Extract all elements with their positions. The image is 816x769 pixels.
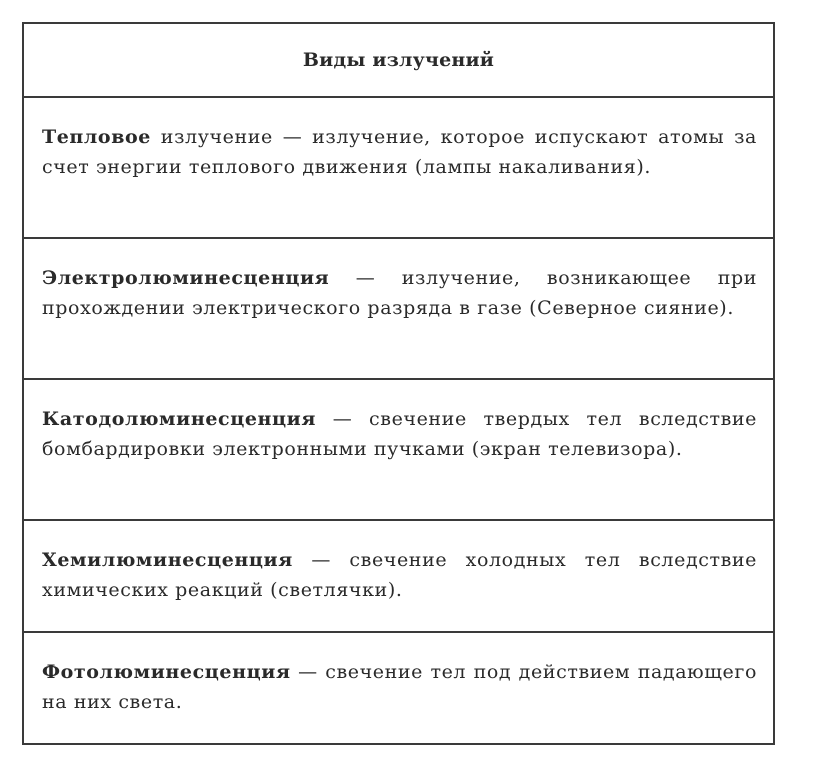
radiation-types-table	[22, 22, 775, 745]
table-row	[24, 633, 773, 743]
table-title: Виды излучений	[24, 24, 773, 98]
row-text: — излучение, возникающее при прохождении электрического разряда в газе (Северное сияние).	[42, 267, 757, 319]
row-text: — свечение твердых тел вследствие бомбардировки электронными пучками (экран телевизора).	[42, 408, 757, 460]
row-text: излучение — излучение, которое испускают атомы за счет энергии теплового движения (лампы накаливания).	[42, 126, 757, 178]
table-row	[24, 98, 773, 239]
table-row	[24, 239, 773, 380]
table-row	[24, 380, 773, 521]
row-term: Хемилюминесценция	[42, 549, 293, 571]
table-row	[24, 521, 773, 633]
row-term: Катодолюминесценция	[42, 408, 317, 430]
row-text: — свечение тел под действием падающего на них света.	[42, 661, 757, 713]
row-term: Тепловое	[42, 126, 151, 148]
row-text: — свечение холодных тел вследствие химических реакций (светлячки).	[42, 549, 757, 601]
row-term: Электролюминесценция	[42, 267, 330, 289]
row-term: Фотолюминесценция	[42, 661, 291, 683]
